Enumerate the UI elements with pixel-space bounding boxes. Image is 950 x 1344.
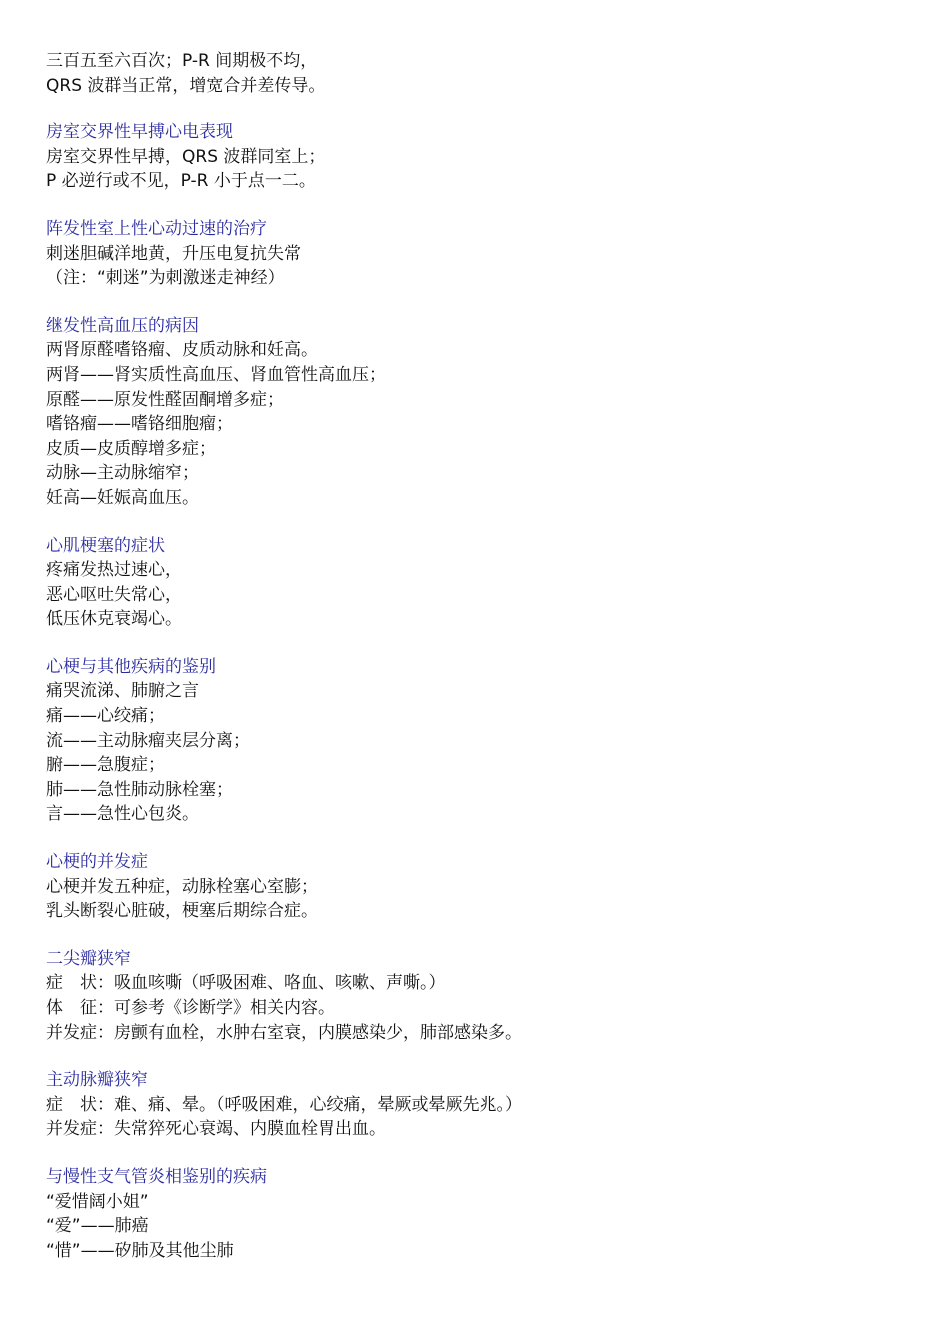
section-heading: 心梗的并发症 — [46, 852, 148, 873]
document-page — [46, 49, 926, 1286]
text-line: 疼痛发热过速心， — [46, 560, 182, 581]
text-line: 动脉—主动脉缩窄； — [46, 463, 199, 484]
text-line: 原醛——原发性醛固酮增多症； — [46, 389, 284, 410]
mnemonic-section — [46, 655, 926, 827]
section-heading: 主动脉瓣狭窄 — [46, 1070, 148, 1091]
mnemonic-section — [46, 314, 926, 511]
continuation-text — [46, 49, 926, 98]
text-line: 皮质—皮质醇增多症； — [46, 438, 216, 459]
text-line: 两肾——肾实质性高血压、肾血管性高血压； — [46, 364, 386, 385]
mnemonic-section — [46, 947, 926, 1045]
text-line: 流——主动脉瘤夹层分离； — [46, 730, 250, 751]
section-heading: 二尖瓣狭窄 — [46, 948, 131, 969]
text-line: 乳头断裂心脏破，梗塞后期综合症。 — [46, 901, 318, 922]
text-line: 症 状：吸血咳嘶（呼吸困难、咯血、咳嗽、声嘶。） — [46, 973, 446, 994]
text-line: 房室交界性早搏，QRS 波群同室上； — [46, 146, 326, 167]
sections-container — [46, 120, 926, 1263]
mnemonic-section — [46, 1068, 926, 1142]
text-line: 两肾原醛嗜铬瘤、皮质动脉和妊高。 — [46, 340, 318, 361]
text-line: 三百五至六百次；P-R 间期极不均， — [46, 51, 318, 71]
text-line: 恶心呕吐失常心， — [46, 584, 182, 605]
text-line: 心梗并发五种症，动脉栓塞心室膨； — [46, 876, 318, 897]
text-line: 并发症：房颤有血栓，水肿右室衰，内膜感染少，肺部感染多。 — [46, 1022, 522, 1043]
text-line: “惜”——矽肺及其他尘肺 — [46, 1240, 234, 1261]
text-line: 症 状：难、痛、晕。（呼吸困难，心绞痛，晕厥或晕厥先兆。） — [46, 1094, 522, 1115]
text-line: 刺迷胆碱洋地黄，升压电复抗失常 — [46, 243, 301, 264]
mnemonic-section — [46, 217, 926, 291]
section-heading: 与慢性支气管炎相鉴别的疾病 — [46, 1166, 267, 1187]
mnemonic-section — [46, 534, 926, 632]
text-line: 并发症：失常猝死心衰竭、内膜血栓胃出血。 — [46, 1119, 386, 1140]
text-line: 腑——急腹症； — [46, 755, 165, 776]
mnemonic-section — [46, 850, 926, 924]
text-line: QRS 波群当正常，增宽合并差传导。 — [46, 75, 326, 96]
section-heading: 房室交界性早搏心电表现 — [46, 122, 233, 143]
text-line: （注：“刺迷”为刺激迷走神经） — [46, 268, 285, 289]
text-line: 肺——急性肺动脉栓塞； — [46, 779, 233, 800]
mnemonic-section — [46, 1165, 926, 1263]
text-line: 痛——心绞痛； — [46, 706, 165, 727]
section-heading: 心梗与其他疾病的鉴别 — [46, 656, 216, 677]
text-line: 言——急性心包炎。 — [46, 804, 199, 825]
text-line: 妊高—妊娠高血压。 — [46, 487, 199, 508]
section-heading: 心肌梗塞的症状 — [46, 535, 165, 556]
text-line: “爱”——肺癌 — [46, 1216, 149, 1237]
text-line: “爱惜阔小姐” — [46, 1191, 149, 1212]
text-line: 体 征：可参考《诊断学》相关内容。 — [46, 998, 335, 1018]
mnemonic-section — [46, 120, 926, 194]
section-heading: 继发性高血压的病因 — [46, 315, 199, 336]
text-line: P 必逆行或不见，P-R 小于点一二。 — [46, 171, 316, 192]
text-line: 嗜铬瘤——嗜铬细胞瘤； — [46, 414, 233, 435]
text-line: 痛哭流涕、肺腑之言 — [46, 681, 199, 702]
section-heading: 阵发性室上性心动过速的治疗 — [46, 218, 267, 239]
text-line: 低压休克衰竭心。 — [46, 609, 182, 630]
